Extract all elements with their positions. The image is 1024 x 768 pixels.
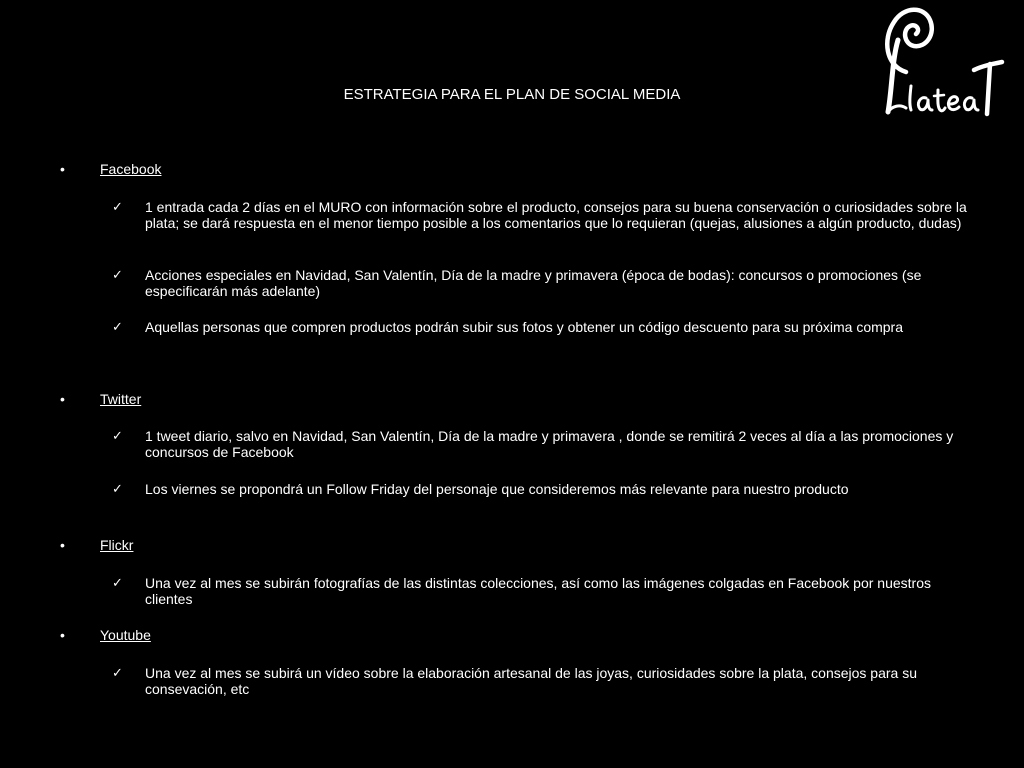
bullet: • (60, 627, 65, 643)
check-icon: ✓ (112, 319, 123, 334)
bullet: • (60, 161, 65, 177)
section-label-facebook[interactable]: Facebook (100, 161, 162, 177)
check-icon: ✓ (112, 199, 123, 214)
check-icon: ✓ (112, 428, 123, 443)
section-flickr (60, 537, 133, 553)
list-item-text: Aquellas personas que compren productos podrán subir sus fotos y obtener un código descuento para su próxima compra (145, 319, 904, 335)
list-item (112, 319, 972, 335)
section-facebook (60, 161, 161, 177)
list-item (112, 428, 972, 460)
bullet: • (60, 391, 65, 407)
bullet: • (60, 537, 65, 553)
list-item (112, 481, 972, 497)
check-icon: ✓ (112, 267, 123, 282)
list-item-text: Los viernes se propondrá un Follow Friday del personaje que consideremos más relevante para nuestro producto (145, 481, 849, 497)
list-item-text: Una vez al mes se subirá un vídeo sobre la elaboración artesanal de las joyas, curiosidades sobre la plata, consejos para su consevación, etc (145, 665, 917, 697)
section-label-twitter[interactable]: Twitter (100, 391, 142, 407)
list-item (112, 267, 972, 299)
list-item-text: 1 entrada cada 2 días en el MURO con información sobre el producto, consejos para su buena conservación o curiosidades sobre la plata; se dará respuesta en el menor tiempo posible a los comentarios que lo requieran (quejas, alusiones a algún producto, dudas) (145, 199, 967, 231)
list-item (112, 199, 972, 231)
section-label-flickr[interactable]: Flickr (100, 537, 134, 553)
check-icon: ✓ (112, 481, 123, 496)
list-item-text: 1 tweet diario, salvo en Navidad, San Valentín, Día de la madre y primavera , donde se remitirá 2 veces al día a las promociones y concursos de Facebook (145, 428, 954, 460)
section-label-youtube[interactable]: Youtube (100, 627, 151, 643)
check-icon: ✓ (112, 575, 123, 590)
section-twitter (60, 391, 141, 407)
list-item-text: Acciones especiales en Navidad, San Valentín, Día de la madre y primavera (época de bodas): concursos o promociones (se especificarán más adelante) (145, 267, 922, 299)
list-item (112, 575, 972, 607)
slide-title: ESTRATEGIA PARA EL PLAN DE SOCIAL MEDIA (343, 86, 681, 103)
list-item-text: Una vez al mes se subirán fotografías de las distintas colecciones, así como las imágenes colgadas en Facebook por nuestros clientes (145, 575, 931, 607)
check-icon: ✓ (112, 665, 123, 680)
section-youtube (60, 627, 151, 643)
list-item (112, 665, 972, 697)
platea-logo (878, 0, 1008, 122)
